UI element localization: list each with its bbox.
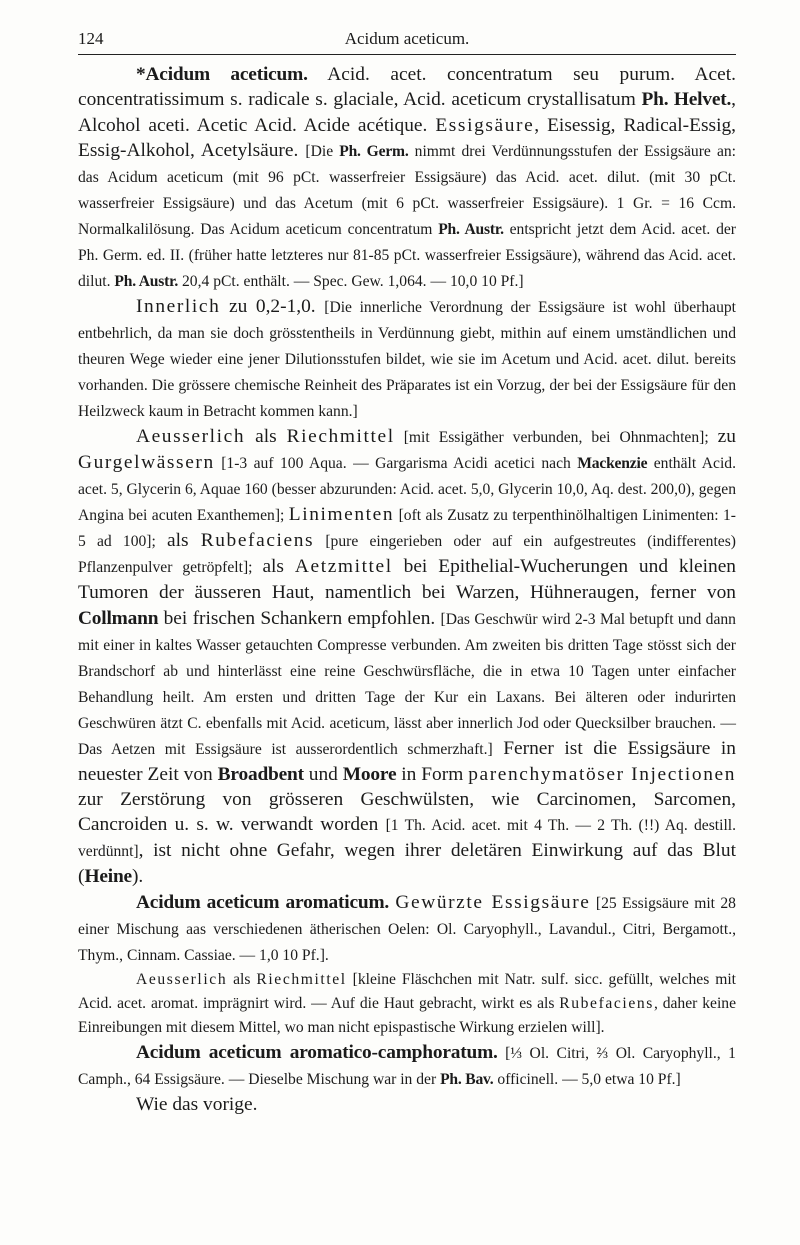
running-title: Acidum aceticum. [344, 29, 470, 48]
section-label: Innerlich [136, 296, 221, 318]
final-note [78, 1092, 736, 1117]
note-text: , daher keine Einreibungen mit diesem Mittel, wo man nicht epispastische Wirkung erzielen will]. [78, 994, 736, 1036]
dose-text: zu 0,2-1,0. [220, 296, 325, 318]
author-name: Moore [342, 763, 397, 785]
entry-text: Ferner ist die Essigsäure in neuester Zeit von [78, 737, 736, 785]
pharmacopoeia-ref: Ph. Austr. [438, 221, 504, 239]
page-number: 124 [78, 29, 104, 48]
page-body [78, 62, 736, 1117]
note-text: enthält Acid. acet. 5, Glycerin 6, Aquae 160 (besser abzurunden: Acid. acet. 5,0, Glycerin 10,0, Aq. dest. 200,0), gegen Angina bei acuten Exanthemen]; [78, 455, 736, 525]
entry-text: in Form [396, 763, 469, 785]
author-name: Heine [84, 866, 132, 888]
entry-text: als [167, 530, 201, 552]
entry-text: zu [717, 426, 736, 448]
pharmacopoeia-ref: Ph. Bav. [440, 1070, 494, 1088]
entry-text: Acid. acet. concentratum seu purum. Acet. concentratissimum s. radicale s. glaciale, Acid. aceticum crystallisatum [78, 64, 736, 111]
section-internal-use [78, 294, 736, 424]
note-text: [kleine Fläschchen mit Natr. sulf. sicc. gefüllt, welches mit Acid. acet. aromat. imprägnirt wird. — Auf die Haut gebracht, wirkt es als [78, 970, 736, 1012]
use-label: Rubefaciens [200, 530, 315, 552]
entry-text: ). [131, 866, 144, 888]
bracket-note: [Die innerliche Verordnung der Essigsäure ist wohl überhaupt entbehrlich, da man sie doch grösstentheils in Verdünnung giebt, mithin auf einem umständlichen und theuren Wege wieder eine jener Dilutionsstufen bildet, wie sie im Acetum und Acid. acet. dilut. bereits vorhanden. Die grössere chemische Reinheit des Präparates ist ein Vorzug, der bei der Essigsäure für den Heilzweck kaum in Betracht kommen kann.] [78, 299, 736, 421]
section-aromaticum-external-use [78, 968, 736, 1040]
note-text: officinell. — 5,0 etwa 10 Pf.] [493, 1070, 681, 1088]
entry-text: zur Zerstörung von grösseren Geschwülsten, wie Carcinomen, Sarcomen, Cancroiden u. s. w. verwandt worden [78, 789, 736, 836]
note-text: 20,4 pCt. enthält. — Spec. Gew. 1,064. — 10,0 10 Pf.] [178, 273, 524, 291]
note-text: entspricht jetzt dem Acid. acet. der Ph. Germ. ed. II. (früher hatte letzteres nur 81-85 pCt. wasserfreier Essigsäure), während das Acid. acet. dilut. [78, 221, 736, 291]
entry-acidum-aceticum-aromaticum [78, 890, 736, 968]
entry-text: , Alcohol aceti. Acetic Acid. Acide acétique. [78, 89, 736, 136]
entry-heading: Acidum aceticum aromatico-camphoratum. [136, 1041, 498, 1063]
entry-text: als [245, 426, 287, 448]
bracket-note: [mit Essigäther verbunden, bei Ohnmachten]; [394, 429, 718, 447]
bracket-note: [Das Geschwür wird 2-3 Mal betupft und dann mit einer in kaltes Wasser getauchten Compresse verbunden. Am zweiten bis dritten Tage stösst sich der Brandschorf ab und hinterlässt eine reine Geschwürsfläche, die in etwa 10 Tagen unter einfacher Behandlung heilt. Am ersten und dritten Tage der Kur ein Laxans. Bei älteren oder indurirten Geschwüren ätzt C. ebenfalls mit Acid. aceticum, lässt aber innerlich Jod oder Quecksilber brauchen. — Das Aetzen mit Essigsäure ist ausserordentlich schmerzhaft.] [78, 610, 736, 758]
entry-text: Wie das vorige. [136, 1093, 258, 1115]
use-label: Gurgelwässern [78, 452, 215, 474]
author-name: Collmann [78, 607, 159, 629]
entry-text: und [303, 763, 343, 785]
entry-acidum-aceticum [78, 62, 736, 294]
pharmacopoeia-ref: Ph. Helvet. [641, 89, 732, 111]
german-name: Essigsäure [435, 114, 535, 136]
entry-heading: *Acidum aceticum. [136, 64, 308, 85]
entry-text: als [227, 970, 257, 988]
entry-text: als [262, 556, 295, 578]
use-label: Rubefaciens [559, 994, 654, 1012]
author-name: Mackenzie [577, 455, 648, 473]
use-label: Riechmittel [286, 426, 395, 448]
section-external-use [78, 424, 736, 890]
entry-text: bei frischen Schankern empfohlen. [158, 607, 441, 629]
pharmacopoeia-ref: Ph. Germ. [339, 143, 409, 161]
bracket-note [78, 143, 736, 290]
note-text: [Die [305, 143, 340, 161]
german-name: Gewürzte Essigsäure [395, 891, 591, 913]
bracket-note: [1 Th. Acid. acet. mit 4 Th. — 2 Th. (!!) Aq. destill. verdünnt] [78, 817, 737, 861]
entry-text: , ist nicht ohne Gefahr, wegen ihrer deletären Einwirkung auf das Blut ( [78, 840, 736, 888]
use-label: Linimenten [288, 504, 395, 526]
author-name: Broadbent [217, 763, 304, 785]
pharmacopoeia-ref: Ph. Austr. [114, 273, 179, 291]
note-text: nimmt drei Verdünnungsstufen der Essigsäure an: das Acidum aceticum (mit 96 pCt. wasserfreier Essigsäure) das Acid. acet. dilut. (mit 30 pCt. wasserfreier Essigsäure) und das Acetum (mit 6 pCt. wasserfreier Essigsäure). 1 Gr. = 16 Ccm. Normalkalilösung. Das Acidum aceticum concentratum [78, 143, 736, 239]
use-label: Aetzmittel [294, 556, 393, 578]
note-text: [⅓ Ol. Citri, ⅔ Ol. Caryophyll., 1 Camph., 64 Essigsäure. — Dieselbe Mischung war in der [78, 1044, 736, 1088]
page-header [78, 28, 736, 55]
section-label: Aeusserlich [136, 970, 228, 988]
section-label: Aeusserlich [136, 426, 246, 448]
entry-text: , Eisessig, Radical-Essig, Essig-Alkohol, Acetylsäure. [78, 114, 737, 162]
bracket-note: [pure eingerieben oder auf ein aufgestreutes (indifferentes) Pflanzenpulver getröpfelt]; [78, 533, 736, 577]
entry-heading: Acidum aceticum aromaticum. [136, 891, 390, 913]
entry-text: bei Epithelial-Wucherungen und kleinen Tumoren der äusseren Haut, namentlich bei Warzen, Hühneraugen, ferner von [78, 556, 736, 604]
entry-acidum-aceticum-aromatico-camphoratum [78, 1040, 736, 1092]
bracket-note: [oft als Zusatz zu terpenthinölhaltigen Linimenten: 1-5 ad 100]; [78, 507, 736, 551]
note-text: [1-3 auf 100 Aqua. — Gargarisma Acidi acetici nach [214, 455, 578, 473]
bracket-note: [25 Essigsäure mit 28 einer Mischung aas verschiedenen ätherischen Oelen: Ol. Caryophyll., Lavandul., Citri, Bergamott., Thym., Cinnam. Cassiae. — 1,0 10 Pf.]. [78, 894, 736, 964]
use-label: parenchymatöser Injectionen [468, 763, 736, 785]
use-label: Riechmittel [256, 970, 347, 988]
